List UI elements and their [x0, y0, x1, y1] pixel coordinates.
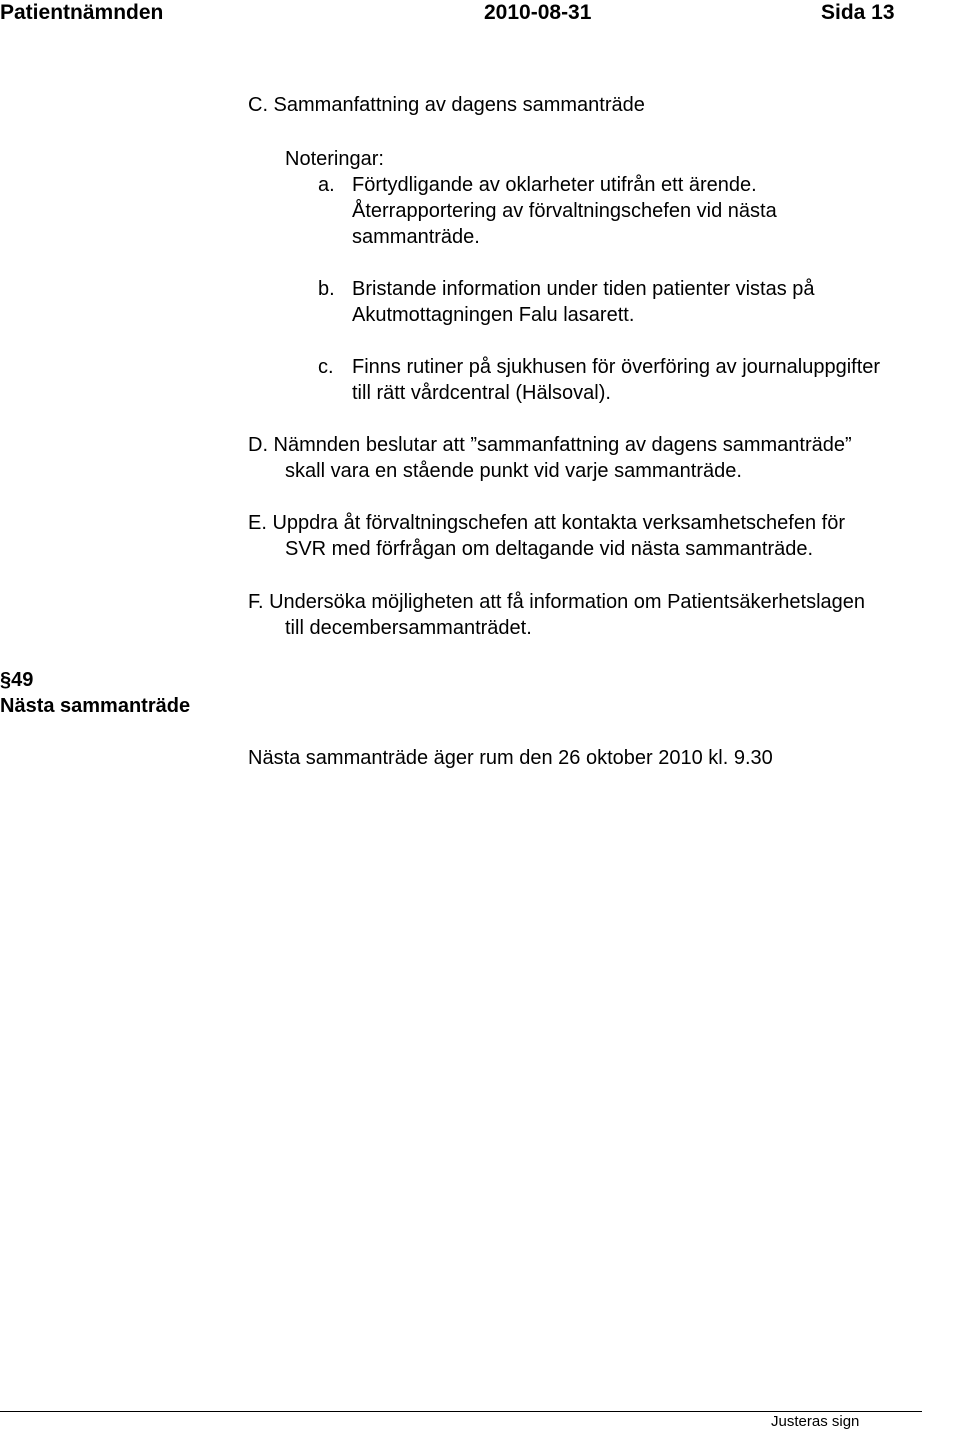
paragraph-number: §49 — [0, 669, 34, 691]
notes-label: Noteringar: — [285, 148, 384, 170]
note-b-line-2: Akutmottagningen Falu lasarett. — [352, 304, 635, 326]
signature-line — [0, 1411, 922, 1412]
point-e-line-2: SVR med förfrågan om deltagande vid nästa sammanträde. — [285, 538, 814, 560]
point-f-line-2: till decembersammanträdet. — [285, 617, 532, 639]
note-b-line-1: Bristande information under tiden patienter vistas på — [352, 278, 815, 300]
sign-label: Justeras sign — [771, 1413, 860, 1430]
header-org: Patientnämnden — [0, 1, 164, 24]
note-c-line-2: till rätt vårdcentral (Hälsoval). — [352, 382, 611, 404]
point-d-line-2: skall vara en stående punkt vid varje sammanträde. — [285, 460, 742, 482]
note-marker-a: a. — [318, 174, 335, 196]
paragraph-title: Nästa sammanträde — [0, 695, 191, 717]
note-a-line-3: sammanträde. — [352, 226, 480, 248]
note-a-line-1: Förtydligande av oklarheter utifrån ett ärende. — [352, 174, 757, 196]
section-c-title: C. Sammanfattning av dagens sammanträde — [248, 94, 645, 116]
point-f-line-1: F. Undersöka möjligheten att få information om Patientsäkerhetslagen — [248, 591, 866, 613]
note-marker-b: b. — [318, 278, 335, 300]
note-a-line-2: Återrapportering av förvaltningschefen vid nästa — [352, 200, 777, 222]
point-d-line-1: D. Nämnden beslutar att ”sammanfattning av dagens sammanträde” — [248, 434, 852, 456]
header-page-number: Sida 13 — [821, 1, 895, 24]
next-meeting-text: Nästa sammanträde äger rum den 26 oktober 2010 kl. 9.30 — [248, 747, 773, 769]
note-c-line-1: Finns rutiner på sjukhusen för överföring av journaluppgifter — [352, 356, 881, 378]
point-e-line-1: E. Uppdra åt förvaltningschefen att kontakta verksamhetschefen för — [248, 512, 845, 534]
note-marker-c: c. — [318, 356, 334, 378]
header-date: 2010-08-31 — [484, 1, 592, 24]
